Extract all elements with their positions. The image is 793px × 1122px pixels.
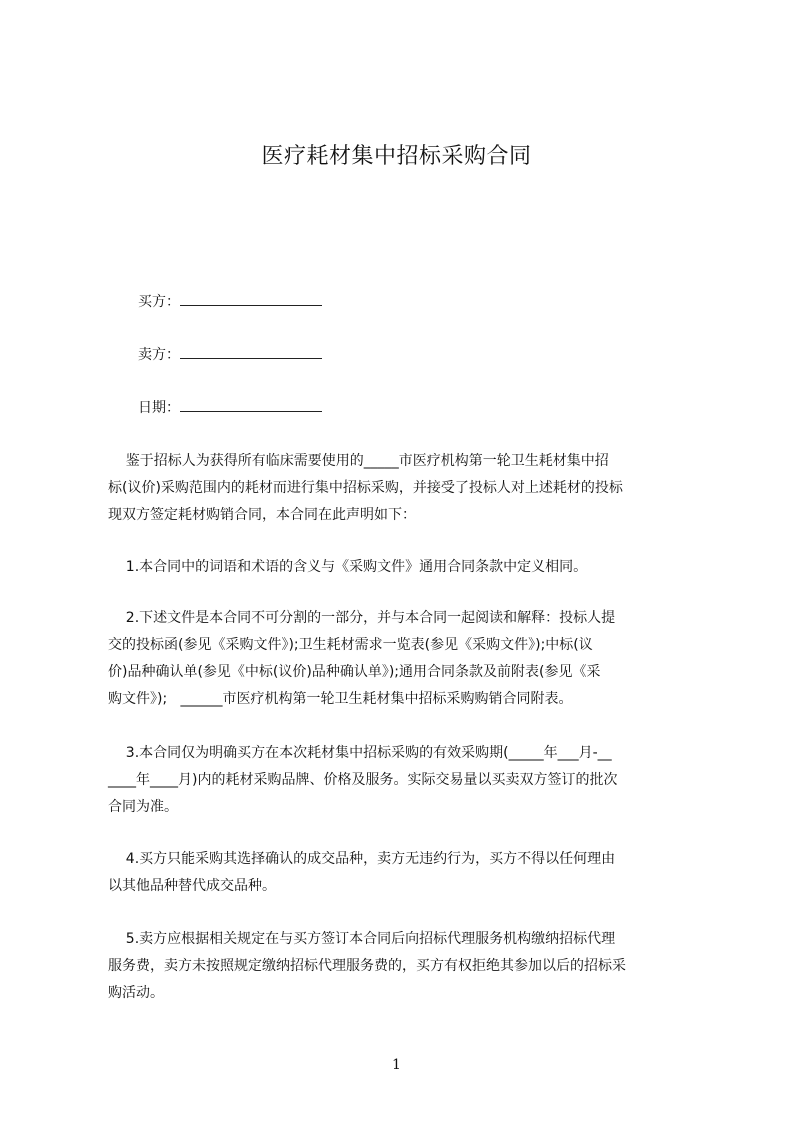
seller-blank-line bbox=[180, 344, 322, 359]
buyer-field bbox=[138, 291, 322, 312]
clause-line: 4.买方只能采购其选择确认的成交品种，卖方无违约行为，买方不得以任何理由 bbox=[108, 851, 616, 867]
buyer-label: 买方： bbox=[138, 294, 180, 310]
date-field bbox=[138, 397, 322, 418]
clause-line: 以其他品种替代成交品种。 bbox=[108, 878, 276, 894]
date-blank-line bbox=[180, 397, 322, 412]
clause-1 bbox=[108, 554, 700, 581]
preamble-line: 鉴于招标人为获得所有临床需要使用的_____市医疗机构第一轮卫生耗材集中招 bbox=[108, 453, 609, 469]
seller-field bbox=[138, 344, 322, 365]
clause-line: 服务费，卖方未按照规定缴纳招标代理服务费的，买方有权拒绝其参加以后的招标采 bbox=[108, 958, 626, 974]
clause-line: 1.本合同中的词语和术语的含义与《采购文件》通用合同条款中定义相同。 bbox=[108, 559, 588, 575]
date-label: 日期： bbox=[138, 400, 180, 416]
preamble-line: 现双方签定耗材购销合同，本合同在此声明如下： bbox=[108, 507, 416, 523]
buyer-blank-line bbox=[180, 291, 322, 306]
page-number: 1 bbox=[392, 1057, 401, 1073]
clause-line: 3.本合同仅为明确买方在本次耗材集中招标采购的有效采购期(_____年___月-__ bbox=[108, 745, 612, 761]
clause-line: 5.卖方应根据相关规定在与买方签订本合同后向招标代理服务机构缴纳招标代理 bbox=[108, 931, 616, 947]
clause-3 bbox=[108, 740, 700, 821]
clause-line: 价)品种确认单(参见《中标(议价)品种确认单》);通用合同条款及前附表(参见《采 bbox=[108, 664, 601, 680]
clause-line: 合同为准。 bbox=[108, 799, 178, 815]
clause-line: 购文件》); ______市医疗机构第一轮卫生耗材集中招标采购购销合同附表。 bbox=[108, 691, 573, 707]
preamble-line: 标(议价)采购范围内的耗材而进行集中招标采购，并接受了投标人对上述耗材的投标 bbox=[108, 480, 623, 496]
clause-5 bbox=[108, 926, 700, 1007]
clause-line: 2.下述文件是本合同不可分割的一部分，并与本合同一起阅读和解释：投标人提 bbox=[108, 610, 616, 626]
document-title: 医疗耗材集中招标采购合同 bbox=[261, 144, 532, 169]
clause-4 bbox=[108, 846, 700, 900]
clause-line: 购活动。 bbox=[108, 985, 164, 1001]
preamble-paragraph bbox=[108, 448, 700, 529]
clause-line: 交的投标函(参见《采购文件》);卫生耗材需求一览表(参见《采购文件》);中标(议 bbox=[108, 637, 593, 653]
seller-label: 卖方： bbox=[138, 347, 180, 363]
clause-line: ____年____月)内的耗材采购品牌、价格及服务。实际交易量以买卖双方签订的批次 bbox=[108, 772, 618, 788]
clause-2 bbox=[108, 605, 700, 713]
